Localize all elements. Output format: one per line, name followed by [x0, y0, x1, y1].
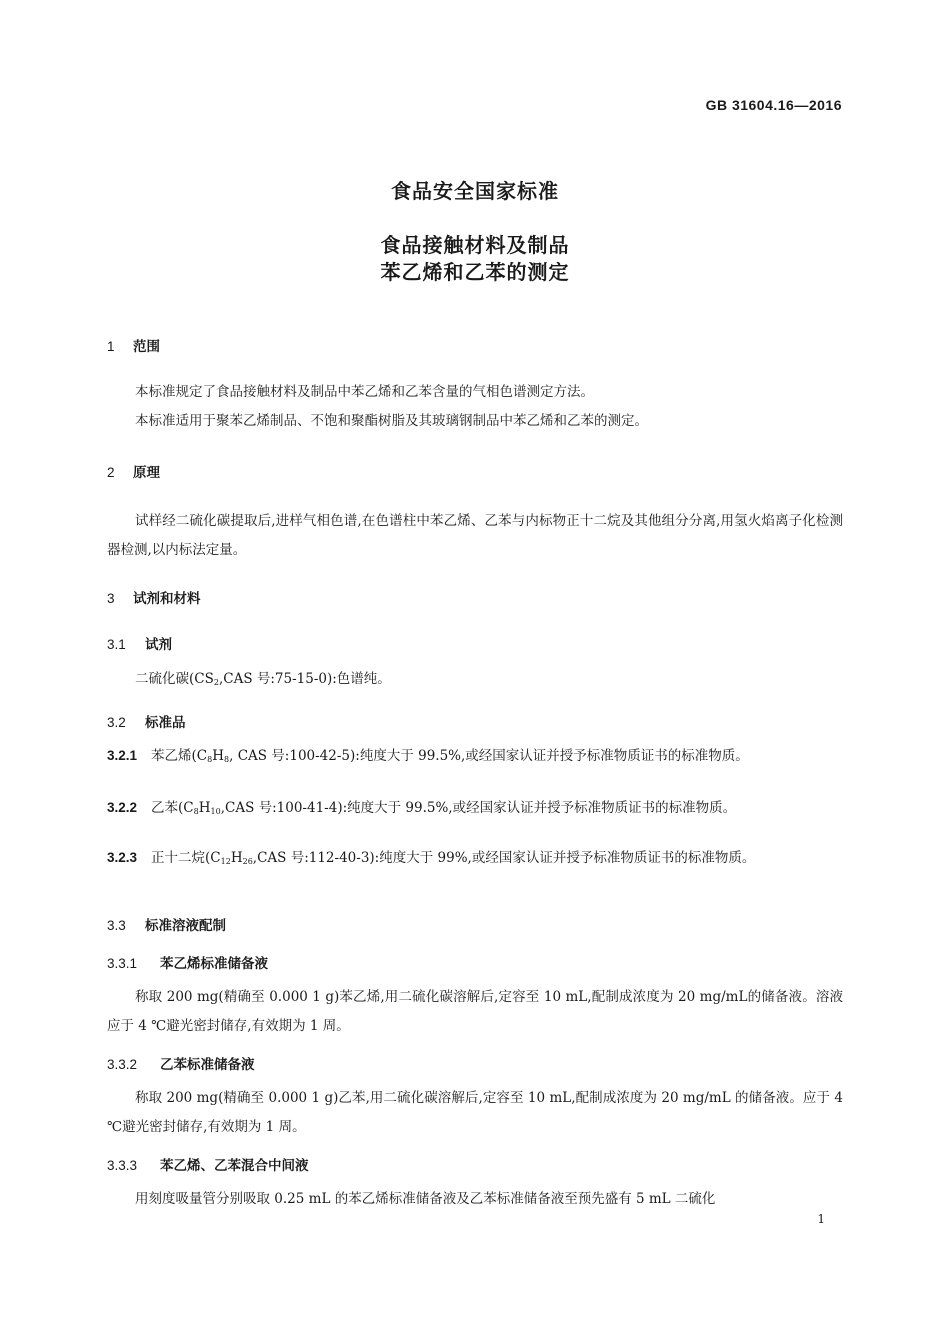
reagent-cs2-paragraph: 二硫化碳($CS_2,CAS$ 号:75-15-0):色谱纯。 [135, 671, 391, 687]
standard-code: GB 31604.16—2016 [705, 97, 842, 113]
document-subtitle-line1: 食品接触材料及制品 [380, 233, 570, 257]
section-1-paragraph-1: 本标准规定了食品接触材料及制品中苯乙烯和乙苯含量的气相色谱测定方法。 [135, 384, 594, 400]
document-title: 食品安全国家标准 [391, 179, 559, 203]
page-number: 1 [817, 1212, 825, 1226]
section-heading-2: 2 原理 [107, 465, 160, 481]
section-heading-1: 1 范围 [107, 339, 160, 355]
section-heading-3: 3 试剂和材料 [107, 591, 201, 607]
clause-3-3-3-paragraph: 用刻度吸量管分别吸取 0.25 mL 的苯乙烯标准储备液及乙苯标准储备液至预先盛有 5 mL 二硫化 [135, 1191, 716, 1207]
section-heading-3-3-2: 3.3.2 乙苯标准储备液 [107, 1057, 255, 1073]
clause-3-3-2-paragraph: 称取 200 mg(精确至 0.000 1 g)乙苯,用二硫化碳溶解后,定容至 10 mL,配制成浓度为 20 mg/mL 的储备液。应于 4 ℃避光密封储存,有效期为 1 周。 [107, 1090, 843, 1135]
document-subtitle-line2: 苯乙烯和乙苯的测定 [380, 260, 570, 284]
clause-3-2-2: 3.2.2 乙苯($C_8H_{10},CAS$ 号:100-41-4):纯度大于 99.5%,或经国家认证并授予标准物质证书的标准物质。 [107, 800, 737, 816]
section-2-paragraph: 试样经二硫化碳提取后,进样气相色谱,在色谱柱中苯乙烯、乙苯与内标物正十二烷及其他组分分离,用氢火焰离子化检测器检测,以内标法定量。 [107, 513, 843, 558]
section-heading-3-3-1: 3.3.1 苯乙烯标准储备液 [107, 956, 268, 972]
clause-3-3-1-paragraph: 称取 200 mg(精确至 0.000 1 g)苯乙烯,用二硫化碳溶解后,定容至 10 mL,配制成浓度为 20 mg/mL的储备液。溶液应于 4 ℃避光密封储存,有效期为 1 周。 [107, 989, 843, 1034]
clause-3-2-1: 3.2.1 苯乙烯($C_8H_8$, CAS 号:100-42-5):纯度大于 99.5%,或经国家认证并授予标准物质证书的标准物质。 [107, 748, 749, 764]
section-heading-3-3: 3.3 标准溶液配制 [107, 918, 226, 934]
clause-3-2-3: 3.2.3 正十二烷($C_{12}H_{26},CAS$ 号:112-40-3):纯度大于 99%,或经国家认证并授予标准物质证书的标准物质。 [107, 850, 756, 866]
section-heading-3-3-3: 3.3.3 苯乙烯、乙苯混合中间液 [107, 1158, 309, 1174]
section-heading-3-1: 3.1 试剂 [107, 637, 172, 653]
section-heading-3-2: 3.2 标准品 [107, 715, 186, 731]
section-1-paragraph-2: 本标准适用于聚苯乙烯制品、不饱和聚酯树脂及其玻璃钢制品中苯乙烯和乙苯的测定。 [135, 413, 648, 429]
